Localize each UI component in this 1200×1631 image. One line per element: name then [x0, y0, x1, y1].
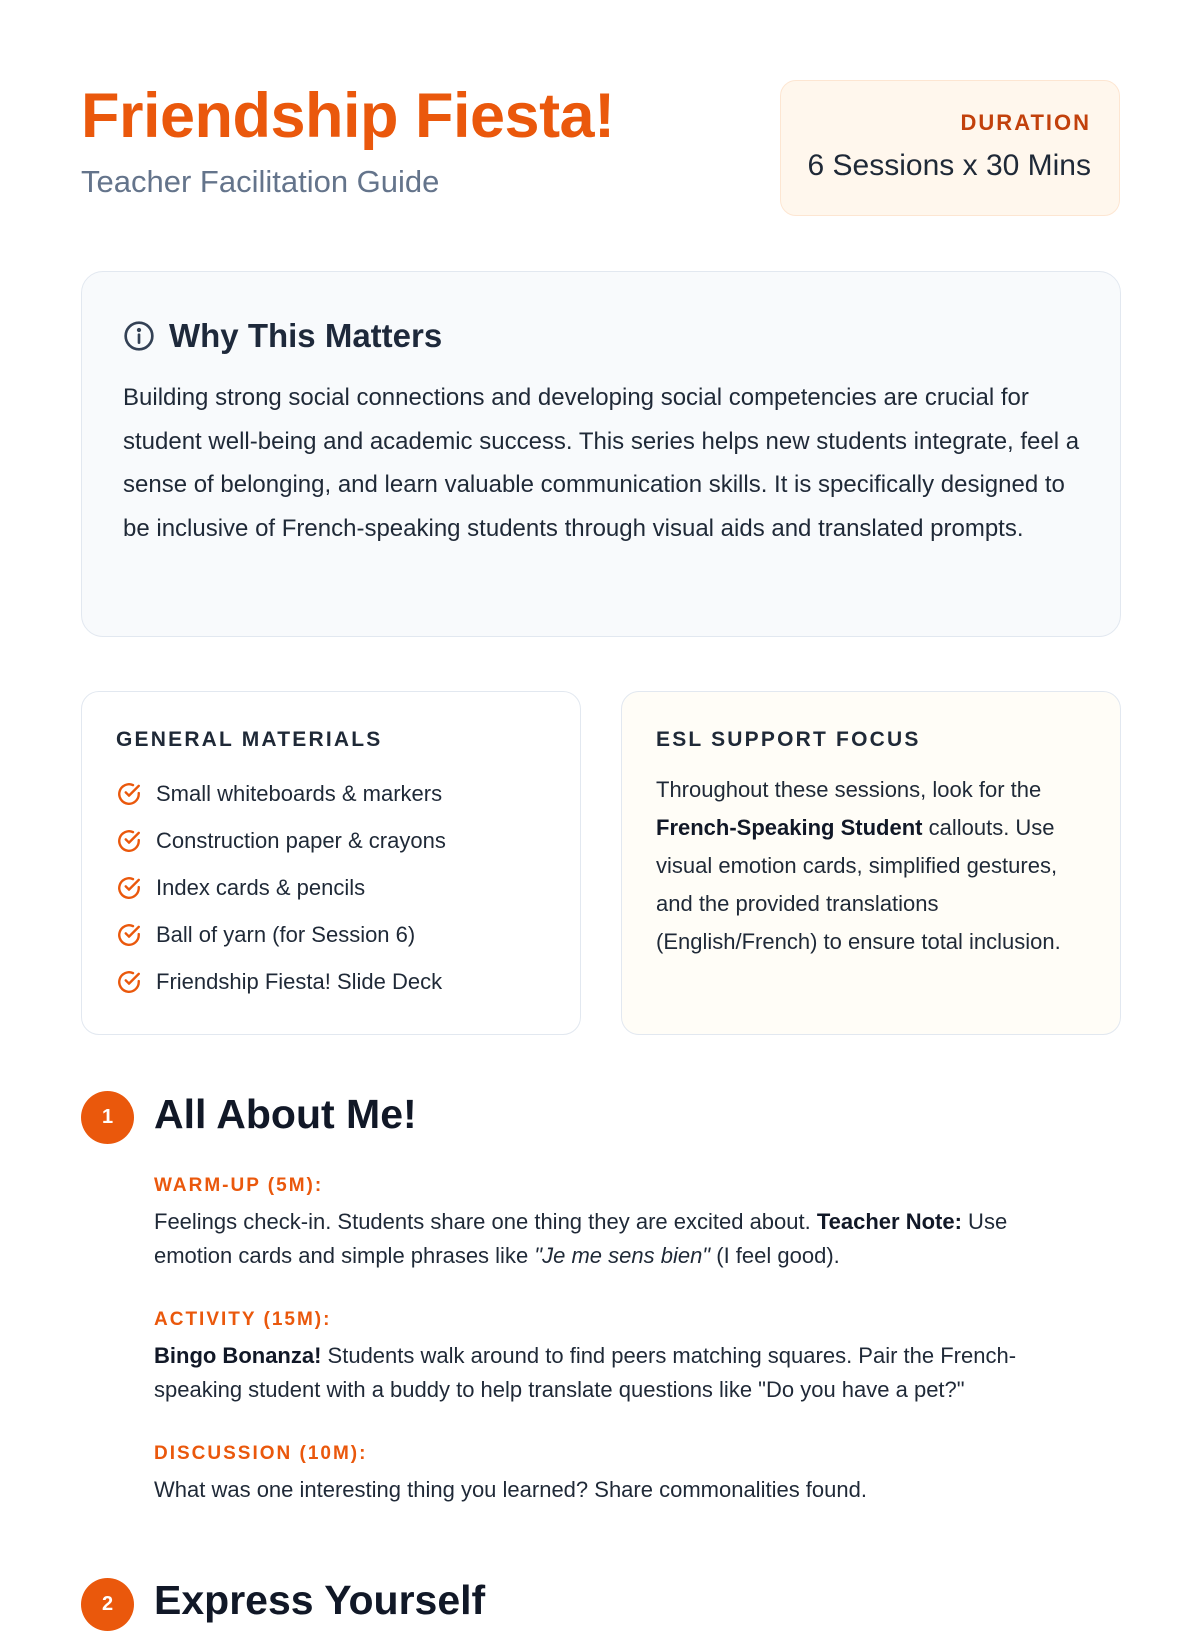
info-icon	[123, 320, 155, 352]
esl-text-start: Throughout these sessions, look for the	[656, 777, 1042, 802]
why-header	[123, 316, 1080, 356]
why-this-matters-card	[81, 271, 1121, 637]
session-title: Express Yourself	[154, 1577, 486, 1623]
warmup-text	[154, 1205, 1074, 1273]
list-item	[116, 911, 546, 958]
page-subtitle: Teacher Facilitation Guide	[81, 164, 440, 199]
why-title: Why This Matters	[169, 317, 443, 354]
session-number-badge: 1	[81, 1091, 134, 1144]
check-circle-icon	[116, 922, 142, 948]
warmup-text-mid: Use emotion cards and simple phrases like	[154, 1209, 1008, 1268]
activity-step	[154, 1309, 1074, 1407]
esl-text	[656, 771, 1086, 961]
materials-heading: GENERAL MATERIALS	[116, 728, 383, 751]
check-circle-icon	[116, 828, 142, 854]
discussion-text: What was one interesting thing you learned? Share commonalities found.	[154, 1477, 867, 1502]
materials-list	[116, 770, 546, 1005]
discussion-step	[154, 1443, 1074, 1507]
list-item	[116, 817, 546, 864]
session-number-badge: 2	[81, 1578, 134, 1631]
check-circle-icon	[116, 875, 142, 901]
session-title: All About Me!	[154, 1091, 417, 1137]
warmup-step	[154, 1175, 1074, 1273]
material-label: Friendship Fiesta! Slide Deck	[156, 968, 443, 994]
activity-text	[154, 1339, 1074, 1407]
esl-text-bold: French-Speaking Student	[656, 815, 923, 840]
duration-box	[780, 80, 1120, 216]
esl-support-card	[621, 691, 1121, 1035]
warmup-text-start: Feelings check-in. Students share one thing they are excited about.	[154, 1209, 817, 1234]
material-label: Index cards & pencils	[156, 874, 366, 900]
esl-text-end: callouts. Use visual emotion cards, simplified gestures, and the provided translations (English/French) to ensure total inclusion.	[656, 815, 1061, 954]
check-circle-icon	[116, 781, 142, 807]
french-phrase: "Je me sens bien"	[534, 1243, 711, 1268]
discussion-label: DISCUSSION (10M):	[154, 1443, 368, 1464]
why-text: Building strong social connections and developing social competencies are crucial for student well-being and academic success. This series helps new students integrate, feel a sense of belonging, and learn valuable communication skills. It is specifically designed to be inclusive of French-speaking students through visual aids and translated prompts.	[123, 384, 1080, 542]
list-item	[116, 958, 546, 1005]
general-materials-card	[81, 691, 581, 1035]
list-item	[116, 864, 546, 911]
activity-name: Bingo Bonanza!	[154, 1343, 322, 1368]
duration-label: DURATION	[960, 110, 1091, 135]
warmup-text-end: (I feel good).	[710, 1243, 840, 1268]
activity-description: Students walk around to find peers matching squares. Pair the French-speaking student with a buddy to help translate questions like "Do you have a pet?"	[154, 1343, 1017, 1402]
check-circle-icon	[116, 969, 142, 995]
material-label: Small whiteboards & markers	[156, 780, 443, 806]
esl-heading: ESL SUPPORT FOCUS	[656, 728, 921, 751]
duration-value: 6 Sessions x 30 Mins	[807, 149, 1091, 182]
material-label: Ball of yarn (for Session 6)	[156, 921, 416, 947]
material-label: Construction paper & crayons	[156, 827, 446, 853]
list-item	[116, 770, 546, 817]
page-header	[81, 80, 1121, 220]
page-title: Friendship Fiesta!	[81, 81, 615, 151]
activity-label: ACTIVITY (15M):	[154, 1309, 332, 1330]
teacher-note-label: Teacher Note:	[816, 1209, 962, 1234]
warmup-label: WARM-UP (5M):	[154, 1175, 324, 1196]
